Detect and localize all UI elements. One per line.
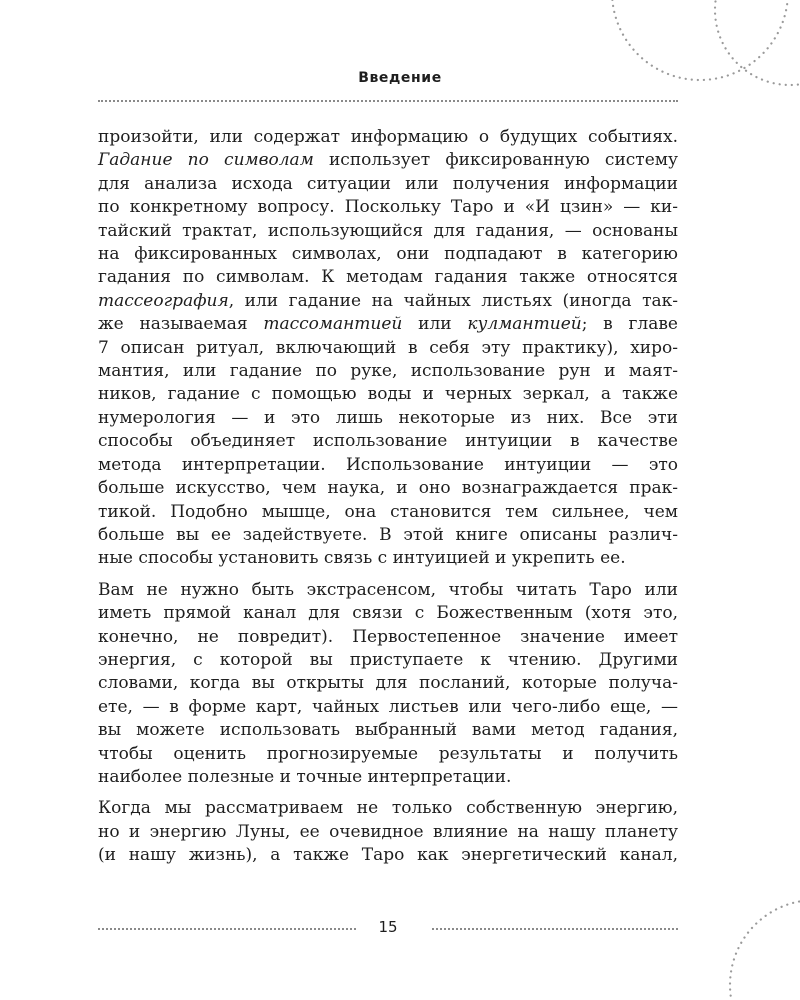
text-run: но и энергию Луны, ее очевидное влияние на нашу планету xyxy=(98,821,678,842)
text-run: использует фиксированную систему xyxy=(313,150,678,171)
body-text xyxy=(98,126,678,876)
text-run: или xyxy=(402,314,468,335)
text-run: же называемая xyxy=(98,314,264,335)
text-line xyxy=(98,454,678,477)
footer-dotted-rule-right xyxy=(432,928,678,930)
italic-term: кулмантией xyxy=(467,314,582,335)
text-line xyxy=(98,649,678,672)
text-line xyxy=(98,196,678,219)
text-line xyxy=(98,602,678,625)
text-run: способы объединяет использование интуиции в качестве xyxy=(98,431,678,452)
text-line xyxy=(98,626,678,649)
text-line xyxy=(98,821,678,844)
text-line xyxy=(98,407,678,430)
text-line xyxy=(98,672,678,695)
text-run: ников, гадание с помощью воды и черных зеркал, а также xyxy=(98,384,678,405)
running-head: Введение xyxy=(358,70,442,86)
text-line xyxy=(98,719,678,742)
text-line xyxy=(98,313,678,336)
text-run: больше искусство, чем наука, и оно вознаграждается прак- xyxy=(98,478,678,499)
text-run: ные способы установить связь с интуицией и укрепить ее. xyxy=(98,548,626,569)
page-number: 15 xyxy=(378,918,398,936)
text-run: нумерология — и это лишь некоторые из них. Все эти xyxy=(98,407,678,428)
text-line xyxy=(98,173,678,196)
paragraph xyxy=(98,579,678,790)
text-run: , или гадание на чайных листьях (иногда так- xyxy=(228,290,678,311)
footer-dotted-rule-left xyxy=(98,928,356,930)
text-run: Вам не нужно быть экстрасенсом, чтобы читать Таро или xyxy=(98,579,678,600)
text-line xyxy=(98,477,678,500)
text-line xyxy=(98,579,678,602)
text-line xyxy=(98,501,678,524)
text-run: ете, — в форме карт, чайных листьев или чего-либо еще, — xyxy=(98,696,678,717)
text-line xyxy=(98,547,678,570)
italic-term: тассеография xyxy=(98,290,229,311)
text-run: вы можете использовать выбранный вами метод гадания, xyxy=(98,720,678,741)
text-run: по конкретному вопросу. Поскольку Таро и «И цзин» — ки- xyxy=(98,197,678,218)
text-run: (и нашу жизнь), а также Таро как энергетический канал, xyxy=(98,845,678,866)
text-run: чтобы оценить прогнозируемые результаты и получить xyxy=(98,743,678,764)
text-line xyxy=(98,290,678,313)
text-run: мантия, или гадание по руке, использование рун и маят- xyxy=(98,361,678,382)
text-run: 7 описан ритуал, включающий в себя эту практику), хиро- xyxy=(98,337,678,358)
text-line xyxy=(98,766,678,789)
text-run: для анализа исхода ситуации или получения информации xyxy=(98,173,678,194)
text-run: больше вы ее задействуете. В этой книге описаны различ- xyxy=(98,524,678,545)
bottom-right-circle xyxy=(730,900,800,1000)
text-line xyxy=(98,524,678,547)
text-run: гадания по символам. К методам гадания также относятся xyxy=(98,267,678,288)
text-run: словами, когда вы открыты для посланий, которые получа- xyxy=(98,673,678,694)
text-run: ; в главе xyxy=(581,314,678,335)
text-run: произойти, или содержат информацию о будущих событиях. xyxy=(98,127,678,147)
text-line xyxy=(98,360,678,383)
text-line xyxy=(98,743,678,766)
text-line xyxy=(98,126,678,149)
text-line xyxy=(98,149,678,172)
text-line xyxy=(98,844,678,867)
italic-term: тассомантией xyxy=(263,314,403,335)
text-line xyxy=(98,383,678,406)
text-run: Когда мы рассматриваем не только собственную энергию, xyxy=(98,798,678,819)
text-line xyxy=(98,266,678,289)
top-right-circle-1 xyxy=(612,0,788,80)
text-line xyxy=(98,430,678,453)
text-line xyxy=(98,696,678,719)
paragraph xyxy=(98,797,678,867)
text-run: энергия, с которой вы приступаете к чтению. Другими xyxy=(98,649,678,670)
text-run: наиболее полезные и точные интерпретации. xyxy=(98,766,512,787)
paragraph xyxy=(98,126,678,571)
text-run: метода интерпретации. Использование интуиции — это xyxy=(98,454,678,475)
text-run: тикой. Подобно мышце, она становится тем сильнее, чем xyxy=(98,501,678,522)
text-run: тайский трактат, использующийся для гадания, — основаны xyxy=(98,220,678,241)
text-run: на фиксированных символах, они подпадают в категорию xyxy=(98,244,678,265)
text-run: иметь прямой канал для связи с Божественным (хотя это, xyxy=(98,603,678,624)
italic-term: Гадание по символам xyxy=(98,150,314,171)
header-dotted-rule xyxy=(98,100,678,102)
text-run: конечно, не повредит). Первостепенное значение имеет xyxy=(98,626,678,647)
text-line xyxy=(98,337,678,360)
text-line xyxy=(98,243,678,266)
text-line xyxy=(98,220,678,243)
text-line xyxy=(98,797,678,820)
